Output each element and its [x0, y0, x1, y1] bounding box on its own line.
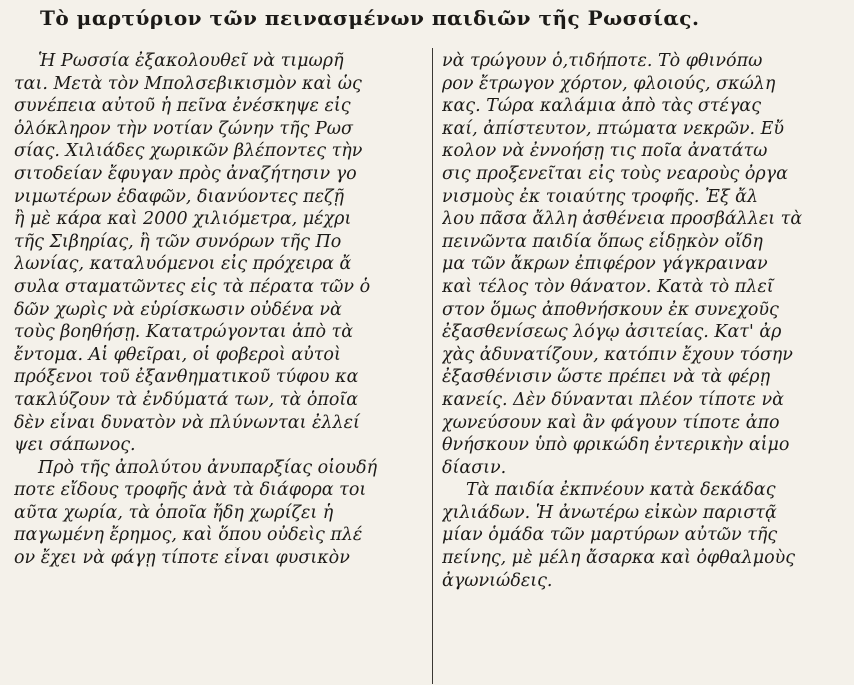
text-line: πείνης, μὲ μέλη ἄσαρκα καὶ ὀφθαλμοὺς	[442, 548, 796, 569]
text-line: συλα σταματῶντες εἰς τὰ πέρατα τῶν ὁ	[14, 276, 371, 297]
text-line: θνήσκουν ὑπὸ φρικώδη ἐντερικὴν αἱμο	[442, 435, 790, 456]
text-line: τακλύζουν τὰ ἐνδύματά των, τὰ ὁποῖα	[14, 389, 359, 410]
text-line: καί, ἀπίστευτον, πτώματα νεκρῶν. Εὔ	[442, 118, 785, 139]
text-line: ψει σάπωνος.	[14, 435, 136, 456]
text-line: σίας. Χιλιάδες χωρικῶν βλέποντες τὴν	[14, 141, 363, 162]
text-line: στον ὅμως ἀποθνήσκουν ἐκ συνεχοῦς	[442, 299, 779, 320]
text-line: Ἡ Ρωσσία ἐξακολουθεῖ νὰ τιμωρῆ	[38, 51, 344, 71]
text-line: μίαν ὁμάδα τῶν μαρτύρων αὐτῶν τῆς	[442, 525, 778, 546]
text-line: χὰς ἀδυνατίζουν, κατόπιν ἔχουν τόσην	[442, 344, 793, 365]
text-line: κας. Τώρα καλάμια ἀπὸ τὰς στέγας	[442, 96, 762, 117]
text-line: νὰ τρώγουν ὁ,τιδήποτε. Τὸ φθινόπω	[442, 51, 763, 71]
text-line: λου πᾶσα ἄλλη ἀσθένεια προσβάλλει τὰ	[442, 209, 803, 230]
text-line: κολον νὰ ἐννοήσῃ τις ποῖα ἀνατάτω	[442, 141, 768, 162]
text-line: παγωμένη ἔρημος, καὶ ὅπου οὐδεὶς πλέ	[14, 525, 363, 546]
text-line: ἀγωνιώδεις.	[442, 570, 553, 591]
text-line: αῦτα χωρία, τὰ ὁποῖα ἤδη χωρίζει ἡ	[14, 502, 334, 523]
left-column	[14, 50, 426, 570]
text-line: μα τῶν ἄκρων ἐπιφέρον γάγκραιναν	[442, 254, 768, 275]
text-line: σις προξενεῖται εἰς τοὺς νεαροὺς ὀργα	[442, 163, 788, 184]
text-line: τοὺς βοηθήσῃ. Κατατρώγονται ἀπὸ τὰ	[14, 322, 354, 343]
text-line: νιμωτέρων ἐδαφῶν, διανύοντες πεζῇ	[14, 186, 344, 207]
text-line: λωνίας, καταλυόμενοι εἰς πρόχειρα ἄ	[14, 254, 352, 275]
text-line: σιτοδείαν ἔφυγαν πρὸς ἀναζήτησιν γο	[14, 163, 357, 184]
article-headline: Τὸ μαρτύριον τῶν πεινασμένων παιδιῶν τῆς Ρωσσίας.	[40, 6, 700, 30]
text-line: ὁλόκληρον τὴν νοτίαν ζώνην τῆς Ρωσ	[14, 118, 353, 139]
text-line: ἢ μὲ κάρα καὶ 2000 χιλιόμετρα, μέχρι	[14, 209, 352, 230]
text-line: Τὰ παιδία ἐκπνέουν κατὰ δεκάδας	[466, 480, 776, 501]
text-line: Πρὸ τῆς ἀπολύτου ἀνυπαρξίας οἱουδή	[38, 457, 378, 478]
text-line: χωνεύσουν καὶ ἂν φάγουν τίποτε ἀπο	[442, 412, 780, 433]
text-line: δίασιν.	[442, 457, 507, 478]
text-line: δῶν χωρὶς νὰ εὑρίσκωσιν οὐδένα νὰ	[14, 299, 342, 320]
text-line: χιλιάδων. Ἡ ἀνωτέρω εἰκὼν παριστᾷ	[442, 502, 777, 523]
text-line: νισμοὺς ἐκ τοιαύτης τροφῆς. Ἐξ ἄλ	[442, 186, 759, 207]
text-line: καὶ τέλος τὸν θάνατον. Κατὰ τὸ πλεῖ	[442, 276, 774, 297]
text-line: ἐξασθενίσεως λόγῳ ἀσιτείας. Κατ' ἀρ	[442, 322, 782, 343]
text-line: ρον ἔτρωγον χόρτον, φλοιούς, σκώλη	[442, 73, 776, 94]
text-line: ται. Μετὰ τὸν Μπολσεβικισμὸν καὶ ὡς	[14, 73, 362, 94]
text-line: δὲν εἶναι δυνατὸν νὰ πλύνωνται ἐλλεί	[14, 412, 360, 433]
column-divider	[432, 48, 433, 684]
text-line: ἔντομα. Αἱ φθεῖραι, οἱ φοβεροὶ αὐτοὶ	[14, 344, 341, 365]
text-line: κανείς. Δὲν δύνανται πλέον τίποτε νὰ	[442, 389, 784, 410]
text-line: ἐξασθένισιν ὥστε πρέπει νὰ τὰ φέρῃ	[442, 367, 771, 388]
text-line: πρόξενοι τοῦ ἐξανθηματικοῦ τύφου κα	[14, 367, 359, 388]
text-line: πεινῶντα παιδία ὅπως εἶδῃκὸν οἴδη	[442, 231, 763, 252]
right-column	[442, 50, 846, 592]
text-line: συνέπεια αὐτοῦ ἡ πεῖνα ἐνέσκηψε εἰς	[14, 96, 351, 117]
text-line: ποτε εἴδους τροφῆς ἀνὰ τὰ διάφορα τοι	[14, 480, 367, 501]
text-line: ον ἔχει νὰ φάγῃ τίποτε εἶναι φυσικὸν	[14, 548, 350, 569]
text-line: τῆς Σιβηρίας, ἢ τῶν συνόρων τῆς Πο	[14, 231, 342, 252]
